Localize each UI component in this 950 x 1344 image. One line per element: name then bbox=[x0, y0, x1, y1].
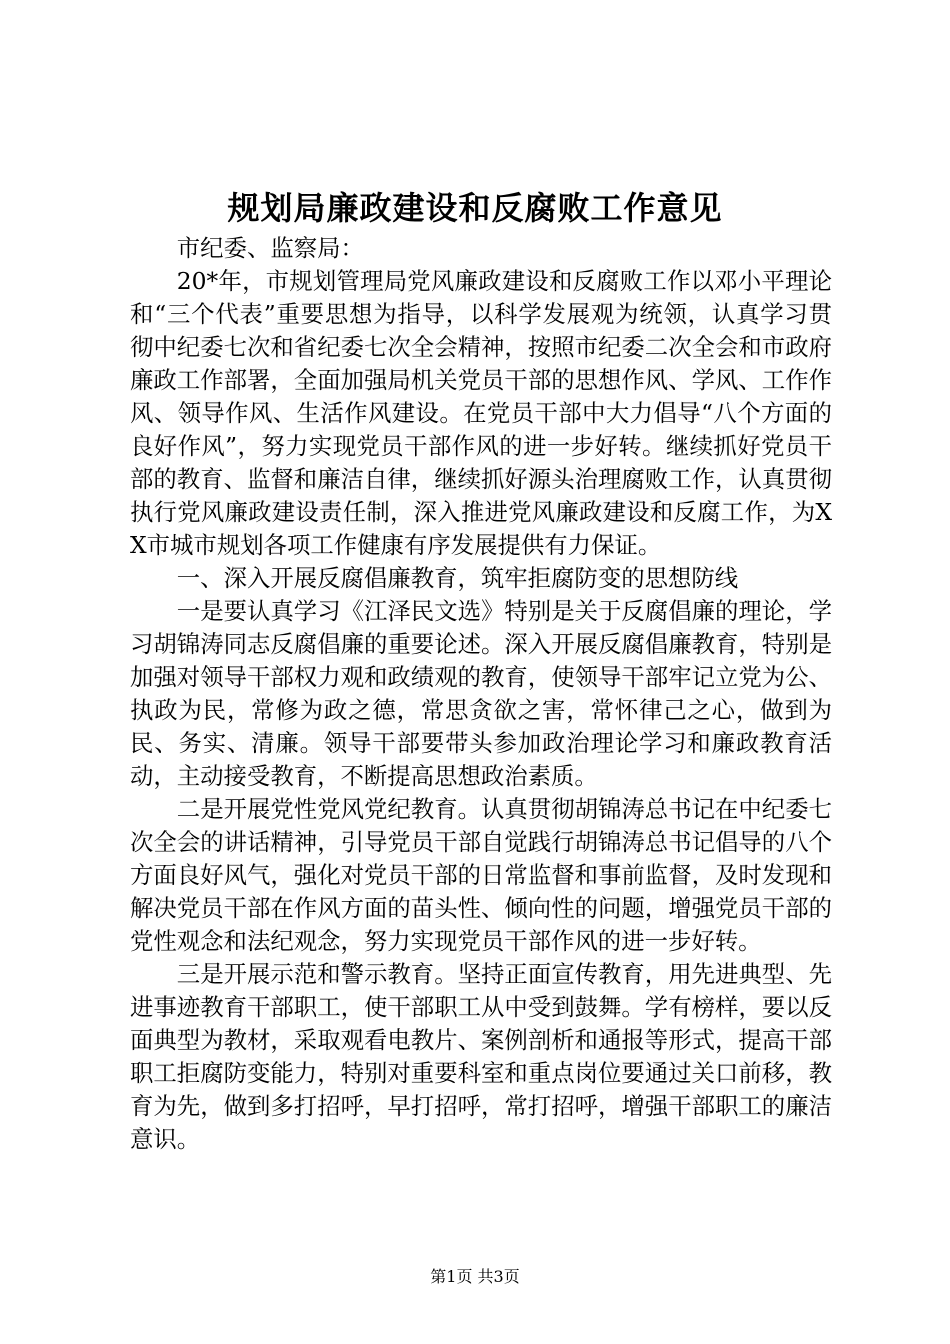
paragraph-item-1: 一是要认真学习《江泽民文选》特别是关于反腐倡廉的理论，学习胡锦涛同志反腐倡廉的重要论述。深入开展反腐倡廉教育，特别是加强对领导干部权力观和政绩观的教育，使领导干部牢记立党为公、执政为民，常修为政之德，常思贪欲之害，常怀律己之心，做到为民、务实、清廉。领导干部要带头参加政治理论学习和廉政教育活动，主动接受教育，不断提高思想政治素质。 bbox=[130, 597, 832, 790]
section-heading-1: 一、深入开展反腐倡廉教育，筑牢拒腐防变的思想防线 bbox=[176, 564, 739, 592]
paragraph-intro: 20*年，市规划管理局党风廉政建设和反腐败工作以邓小平理论和“三个代表”重要思想为指导，以科学发展观为统领，认真学习贯彻中纪委七次和省纪委七次全会精神，按照市纪委二次全会和市政府廉政工作部署，全面加强局机关党员干部的思想作风、学风、工作作风、领导作风、生活作风建设。在党员干部中大力倡导“八个方面的良好作风”，努力实现党员干部作风的进一步好转。继续抓好党员干部的教育、监督和廉洁自律，继续抓好源头治理腐败工作，认真贯彻执行党风廉政建设责任制，深入推进党风廉政建设和反腐工作，为XX市城市规划各项工作健康有序发展提供有力保证。 bbox=[130, 267, 832, 559]
document-body bbox=[130, 232, 832, 1156]
document-title: 规划局廉政建设和反腐败工作意见 bbox=[227, 189, 723, 227]
page-number-footer: 第1页 共3页 bbox=[430, 1267, 520, 1286]
paragraph-item-2: 二是开展党性党风党纪教育。认真贯彻胡锦涛总书记在中纪委七次全会的讲话精神，引导党员干部自觉践行胡锦涛总书记倡导的八个方面良好风气，强化对党员干部的日常监督和事前监督，及时发现和解决党员干部在作风方面的苗头性、倾向性的问题，增强党员干部的党性观念和法纪观念，努力实现党员干部作风的进一步好转。 bbox=[130, 795, 832, 955]
salutation: 市纪委、监察局： bbox=[176, 234, 364, 262]
paragraph-item-3: 三是开展示范和警示教育。坚持正面宣传教育，用先进典型、先进事迹教育干部职工，使干部职工从中受到鼓舞。学有榜样，要以反面典型为教材，采取观看电教片、案例剖析和通报等形式，提高干部职工拒腐防变能力，特别对重要科室和重点岗位要通过关口前移，教育为先，做到多打招呼，早打招呼，常打招呼，增强干部职工的廉洁意识。 bbox=[130, 960, 832, 1153]
